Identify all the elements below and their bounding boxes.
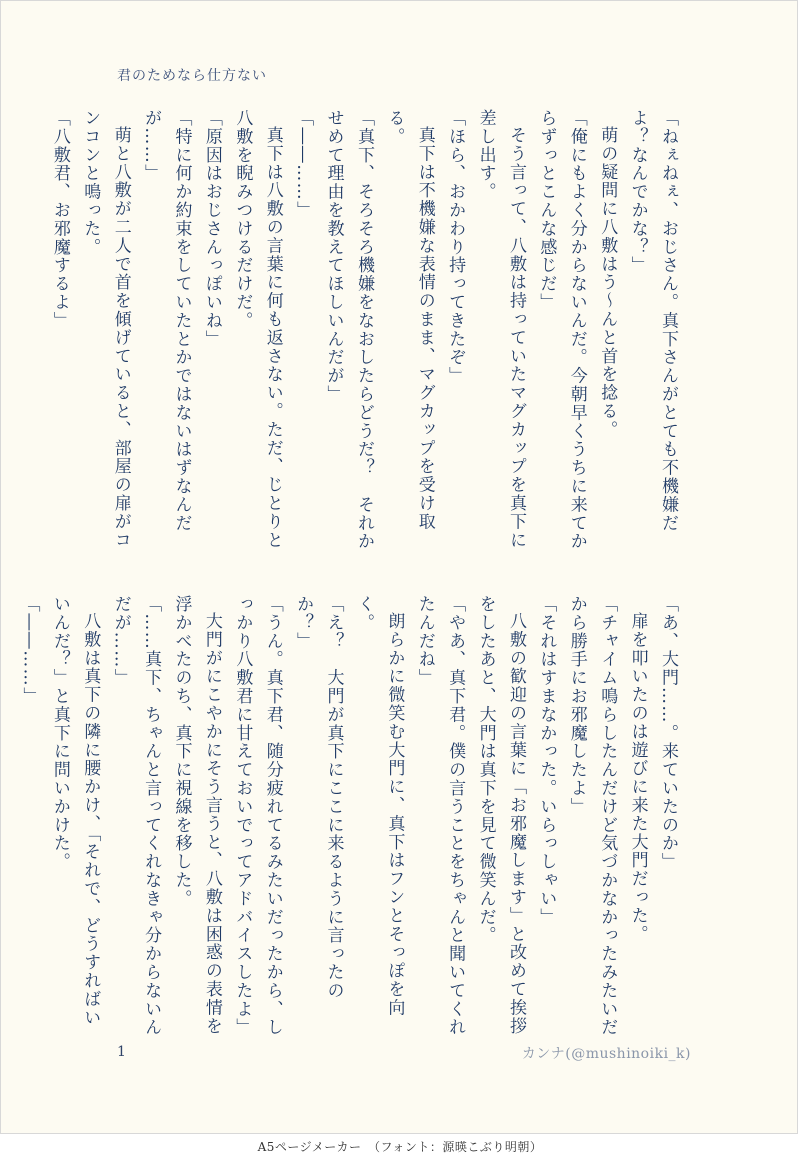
paragraph: 真下は八敷の言葉に何も返さない。ただ、じとりと八敷を睨みつけるだけだ。	[232, 109, 283, 550]
paragraph: 「チャイム鳴らしたんだけど気づかなかったみたいだから勝手にお邪魔したよ」	[566, 595, 618, 1037]
paragraph: 大門がにこやかにそう言うと、八敷は困惑の表情を浮かべたのち、真下に視線を移した。	[171, 595, 222, 1036]
paragraph: 「八敷君、お邪魔するよ」	[49, 109, 70, 330]
paragraph: 「それはすまなかった。いらっしゃい」	[536, 595, 557, 927]
footer-caption: A5ページメーカー （フォント：源暎こぶり明朝）	[257, 1140, 543, 1154]
paragraph: 「原因はおじさんっぽいね」	[201, 109, 222, 349]
paragraph: 「真下、そろそろ機嫌をなおしたらどうだ？ それかせめて理由を教えてほしいんだが」	[323, 109, 374, 551]
paragraph: 「ねぇねぇ、おじさん。真下さんがとても不機嫌だよ？なんでかな？」	[627, 109, 678, 533]
paragraph: 「やあ、真下君。僕の言うことをちゃんと聞いてくれたんだね」	[414, 595, 466, 1037]
paragraph: 「特に何か約束をしていたとかではないはずなんだが……」	[141, 109, 192, 533]
paragraph: 「――……」	[19, 595, 40, 706]
paragraph: 真下は不機嫌な表情のまま、マグカップを受け取る。	[384, 109, 435, 531]
paragraph: 八敷の歓迎の言葉に「お邪魔します」と改めて挨拶をしたあと、大門は真下を見て微笑んだ。	[475, 595, 526, 1036]
paragraph: 「あ、大門……。来ていたのか」	[658, 595, 678, 871]
text-block-top	[44, 109, 683, 553]
paragraph: 萌の疑問に八敷はう〜んと首を捻る。	[597, 126, 618, 439]
paragraph: 「ほら、おかわり持ってきたぞ」	[445, 109, 466, 385]
paragraph: 八敷は真下の隣に腰かけ、「それで、どうすればいいんだ？」と真下に問いかけた。	[49, 595, 101, 1027]
page-number: 1	[117, 1044, 126, 1060]
author-credit: カンナ(@mushinoiki_k)	[521, 1046, 691, 1062]
paragraph: 「――……」	[293, 109, 314, 220]
paragraph: 扉を叩いたのは遊びに来た大門だった。	[627, 612, 648, 944]
paragraph: 萌と八敷が二人で首を傾げていると、部屋の扉がコンコンと鳴った。	[80, 109, 131, 550]
paragraph: 「え？ 大門が真下にここに来るように言ったのか？」	[293, 595, 344, 1000]
text-block-bottom	[14, 595, 683, 1041]
paragraph: そう言って、八敷は持っていたマグカップを真下に差し出す。	[475, 109, 526, 550]
paragraph: 「うん。真下君、随分疲れてるみたいだったから、しっかり八敷君に甘えておいでってアドバイスしたよ」	[232, 595, 283, 1037]
paragraph: 「……真下、ちゃんと言ってくれなきゃ分からないんだが……」	[110, 595, 162, 1037]
running-title: 君のためなら仕方ない	[117, 68, 267, 84]
paragraph: 「俺にもよく分からないんだ。今朝早くうちに来てからずっとこんな感じだ」	[536, 109, 587, 551]
paragraph: 朗らかに微笑む大門に、真下はフンとそっぽを向く。	[353, 595, 405, 1017]
